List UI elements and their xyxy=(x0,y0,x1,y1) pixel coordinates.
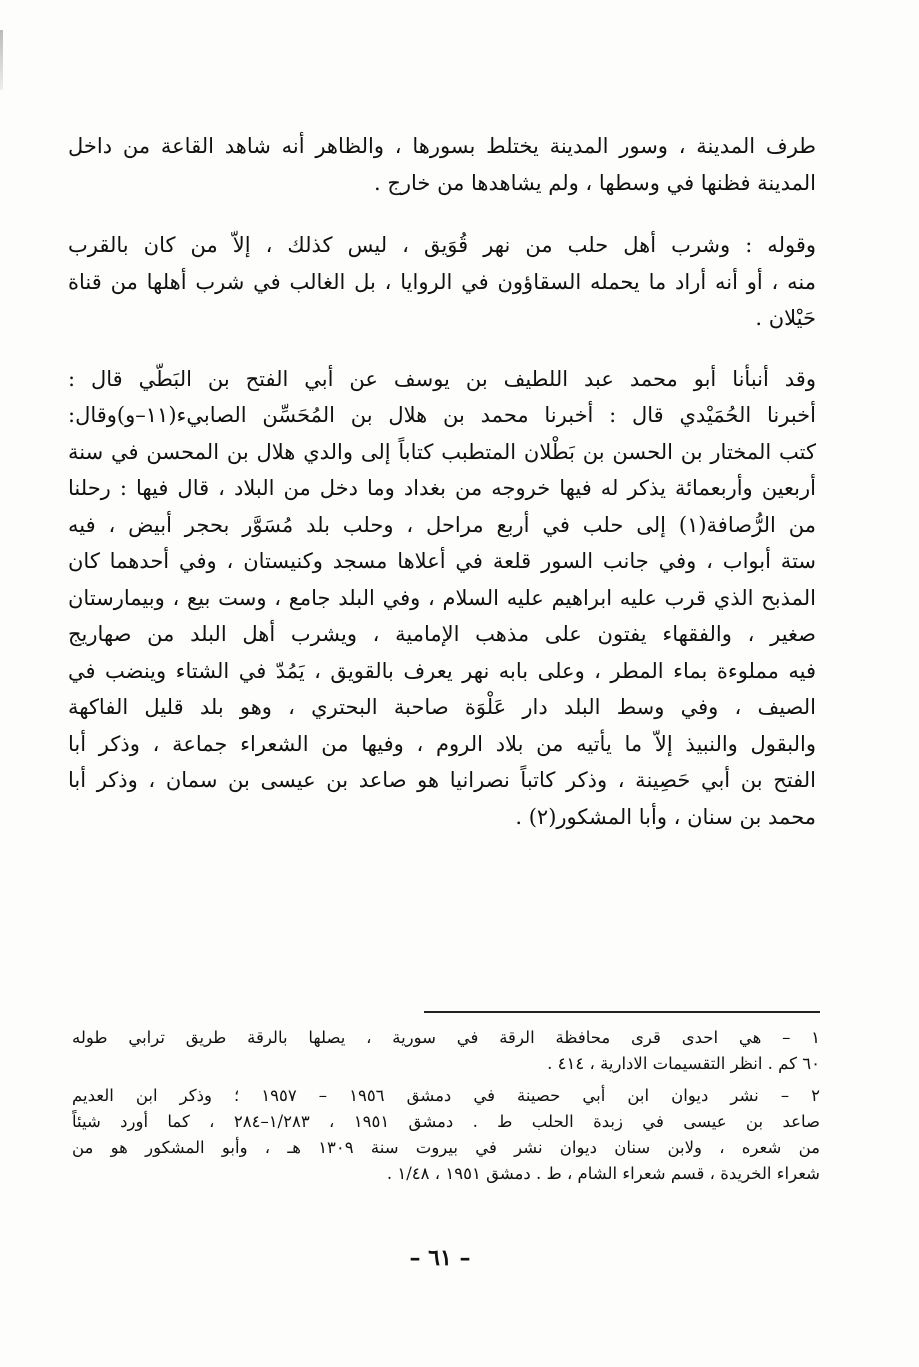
text-line: كتب المختار بن الحسن بن بَطْلان المتطبب كتاباً إلى والدي هلال بن المحسن في سنة xyxy=(68,439,816,464)
text-line: المذبح الذي قرب عليه ابراهيم عليه السلام ، وفي البلد جامع ، وست بيع ، وبيمارستان xyxy=(68,585,816,610)
footnote-line: ٢ – نشر ديوان ابن أبي حصينة في دمشق ١٩٥٦ – ١٩٥٧ ؛ وذكر ابن العديم xyxy=(72,1086,820,1105)
footnote xyxy=(72,1083,820,1187)
main-text xyxy=(68,128,816,835)
text-line: حَيْلان . xyxy=(755,306,816,330)
page-number: – ٦١ – xyxy=(409,1245,471,1271)
footnote-line: ٦٠ كم . انظر التقسيمات الادارية ، ٤١٤ . xyxy=(547,1054,820,1073)
footnote-line: ١ – هي احدى قرى محافظة الرقة في سورية ، يصلها بالرقة طريق ترابي طوله xyxy=(72,1028,820,1047)
footnote-line: صاعد بن عيسى في زبدة الحلب ط . دمشق ١٩٥١ ، ١/٢٨٣–٢٨٤ ، كما أورد شيئاً xyxy=(72,1112,820,1131)
text-line: وقد أنبأنا أبو محمد عبد اللطيف بن يوسف عن أبي الفتح بن البَطّي قال : xyxy=(68,366,816,391)
paragraph xyxy=(68,128,816,201)
text-line: فيه مملوءة بماء المطر ، وعلى بابه نهر يعرف بالقويق ، يَمُدّ في الشتاء وينضب في xyxy=(68,658,816,683)
footnotes xyxy=(72,1025,820,1187)
text-line: من الرُّصافة(١) إلى حلب في أربع مراحل ، وحلب بلد مُسَوَّر بحجر أبيض ، فيه xyxy=(68,512,816,537)
text-line: منه ، أو أنه أراد ما يحمله السقاؤون في الروايا ، بل الغالب في شرب أهلها من قناة xyxy=(68,269,816,294)
footnote xyxy=(72,1025,820,1077)
paragraph xyxy=(68,227,816,337)
footnote-divider xyxy=(424,1011,820,1013)
footnote-line: من شعره ، ولابن سنان ديوان نشر في بيروت سنة ١٣٠٩ هـ ، وأبو المشكور هو من xyxy=(72,1138,820,1157)
text-line: المدينة فظنها في وسطها ، ولم يشاهدها من خارج . xyxy=(373,170,816,195)
text-line: طرف المدينة ، وسور المدينة يختلط بسورها ، والظاهر أنه شاهد القاعة من داخل xyxy=(68,134,816,158)
text-line: الصيف ، وفي وسط البلد دار عَلْوَة صاحبة البحتري ، وهو بلد قليل الفاكهة xyxy=(68,695,816,719)
text-line: أخبرنا الحُمَيْدي قال : أخبرنا محمد بن هلال بن المُحَسِّن الصابيء(١١–و)وقال: xyxy=(68,403,816,427)
text-line: أربعين وأربعمائة يذكر له فيها خروجه من بغداد وما دخل من البلاد ، قال فيها : رحلنا xyxy=(68,476,816,500)
text-line: وقوله : وشرب أهل حلب من نهر قُوَيق ، ليس كذلك ، إلاّ من كان بالقرب xyxy=(68,233,816,257)
text-line: ستة أبواب ، وفي جانب السور قلعة في أعلاها مسجد وكنيستان ، وفي أحدهما كان xyxy=(68,549,816,573)
paragraph xyxy=(68,361,816,836)
text-line: الفتح بن أبي حَصِينة ، وذكر كاتباً نصرانيا هو صاعد بن عيسى بن سمان ، وذكر أبا xyxy=(68,768,816,792)
text-line: والبقول والنبيذ إلاّ ما يأتيه من بلاد الروم ، وفيها من الشعراء جماعة ، وذكر أبا xyxy=(68,731,816,756)
text-line: صغير ، والفقهاء يفتون على مذهب الإمامية ، ويشرب أهل البلد من صهاريج xyxy=(68,622,816,646)
footnote-line: شعراء الخريدة ، قسم شعراء الشام ، ط . دمشق ١٩٥١ ، ١/٤٨ . xyxy=(386,1164,820,1183)
text-line: محمد بن سنان ، وأبا المشكور(٢) . xyxy=(515,804,816,829)
scan-edge-mark xyxy=(0,30,3,90)
